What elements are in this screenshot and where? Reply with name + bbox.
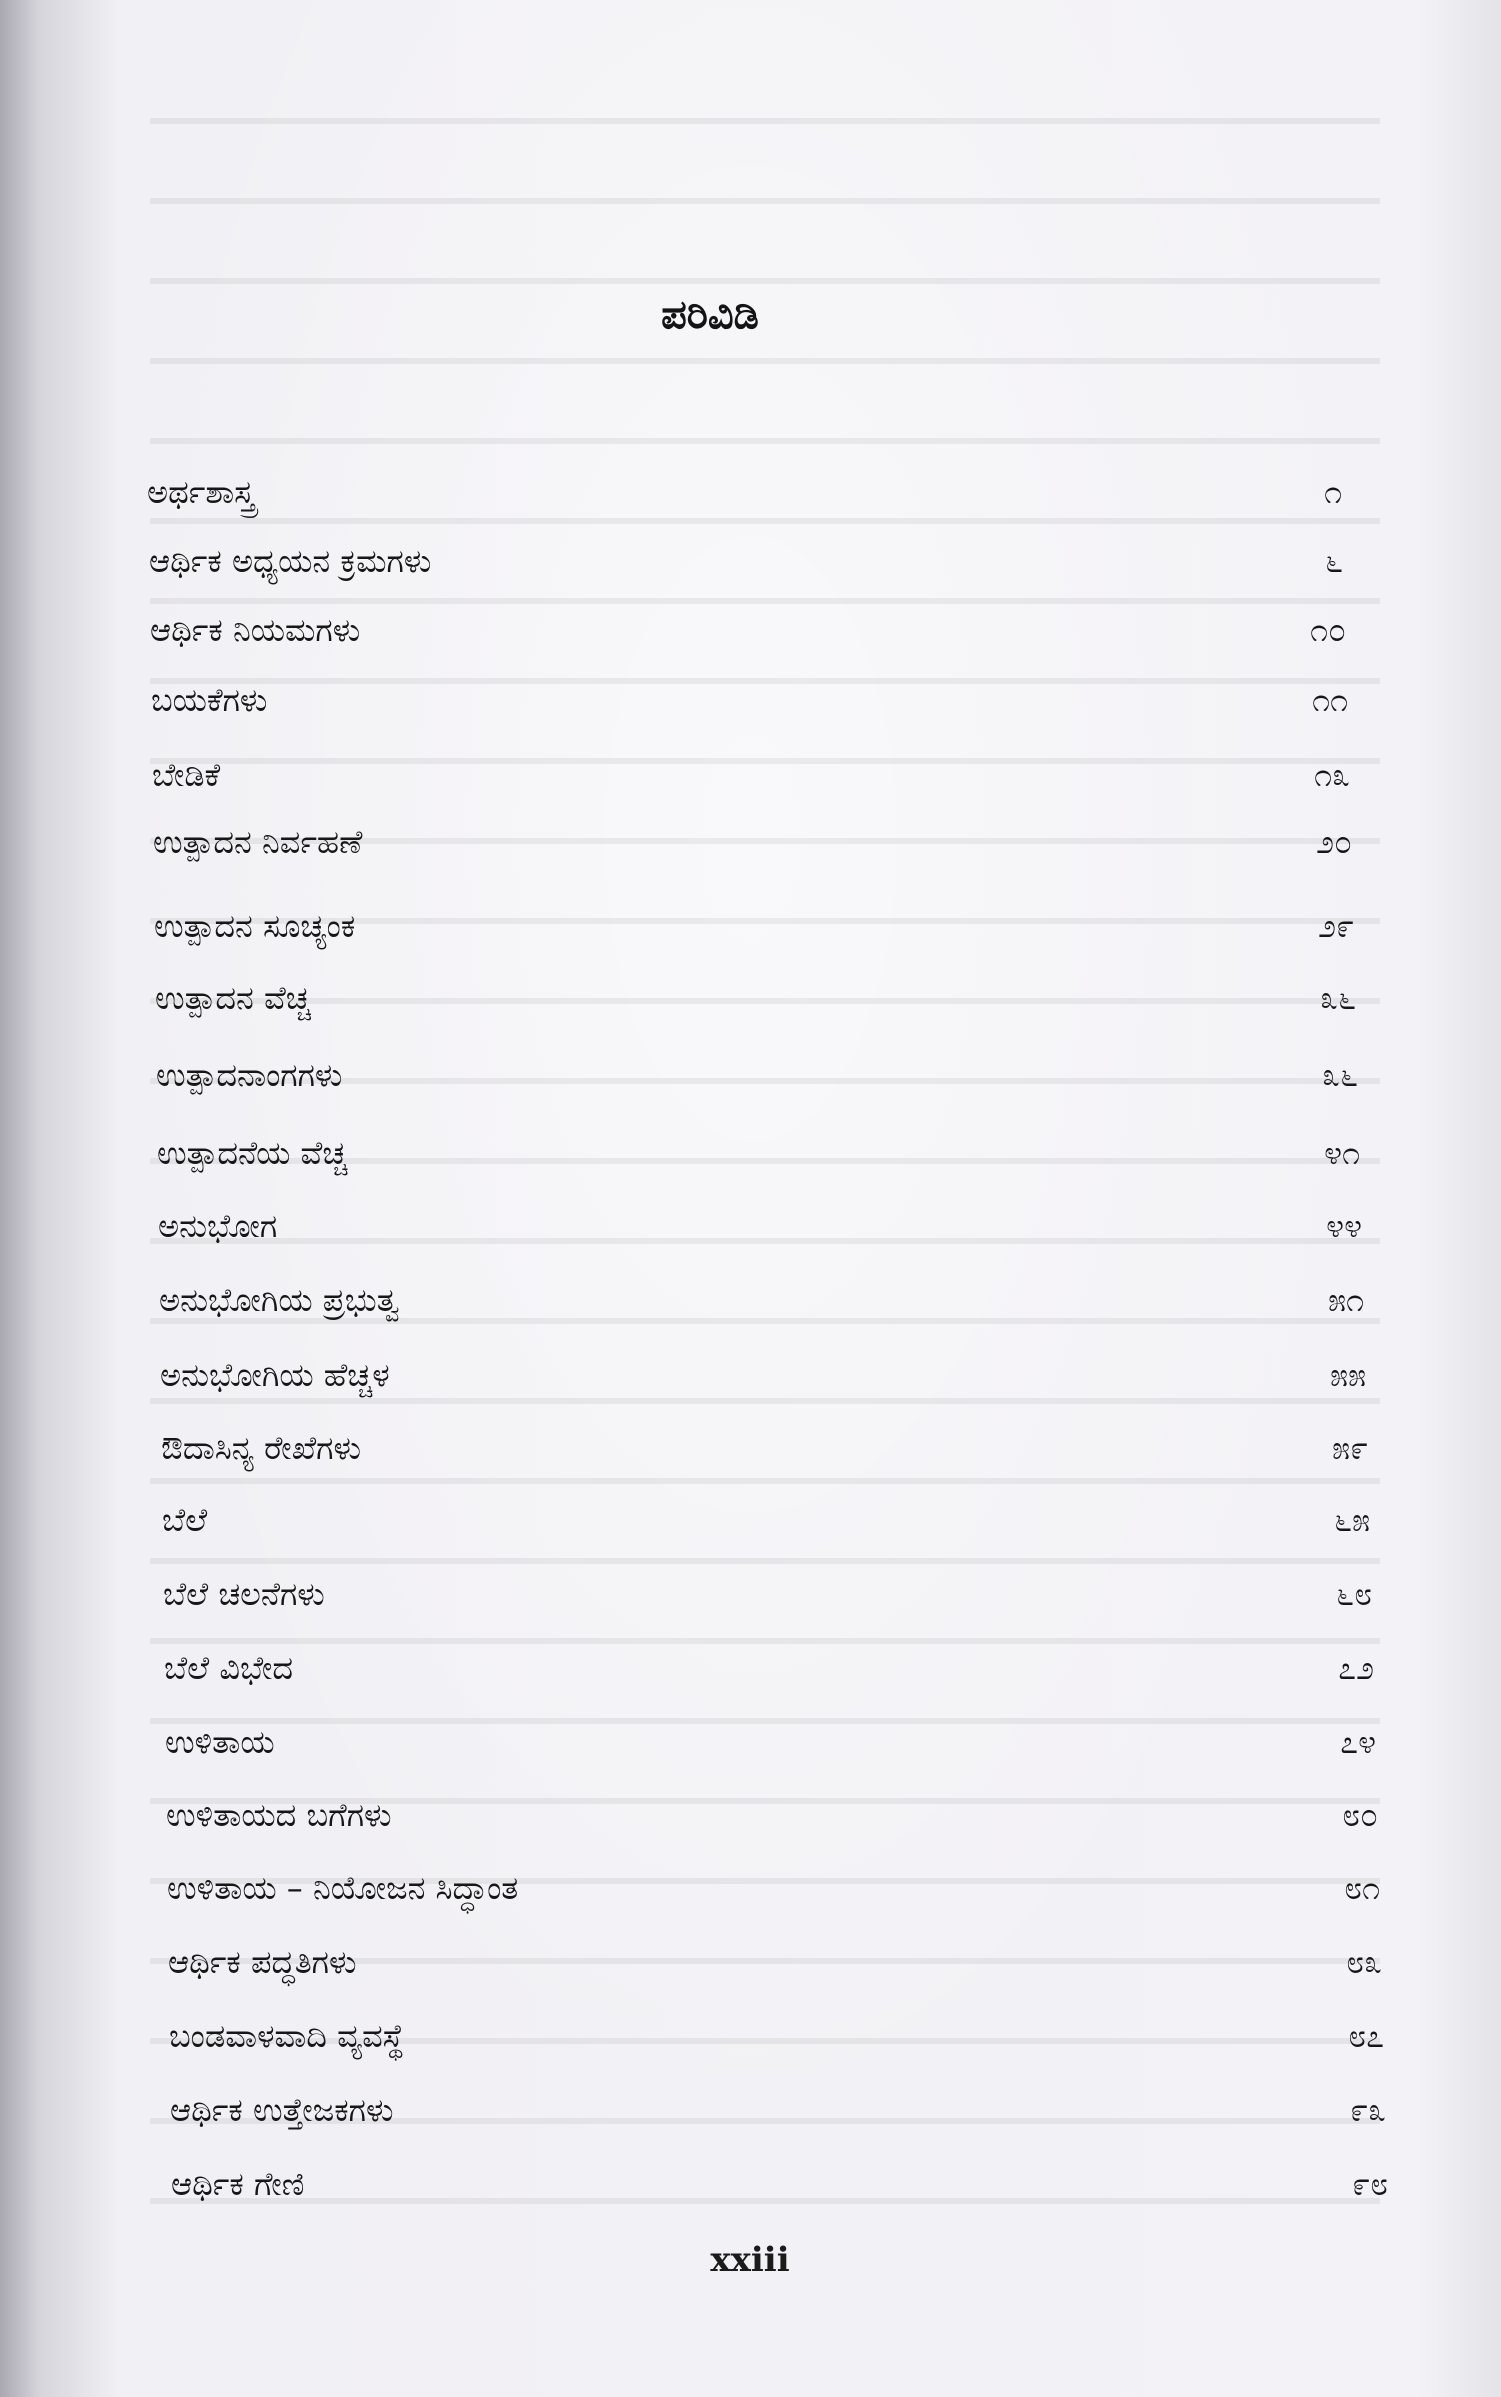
toc-entry-page: ೧೦ [1310,611,1346,649]
toc-entry-page: ೨೦ [1316,823,1352,861]
toc-entry [164,1638,1374,1698]
toc-entry-title: ಉಳಿತಾಯ – ನಿಯೋಜನ ಸಿದ್ಧಾಂತ [167,1869,519,1907]
toc-entry [157,1123,1360,1183]
toc-entry-page: ೮೩ [1346,1943,1382,1981]
toc-entry-title: ಬೇಡಿಕೆ [152,756,221,794]
toc-entry-title: ಬಯಕೆಗಳು [151,681,268,719]
toc-entry-title: ಉತ್ಪಾದನ ಸೂಚ್ಯಂಕ [154,907,356,945]
toc-entry-page: ೬ [1325,542,1343,580]
toc-entry [155,968,1355,1028]
toc-entry [168,1932,1382,1992]
toc-entry-page: ೭೨ [1338,1649,1374,1687]
toc-entry-page: ೧೧ [1312,681,1348,719]
toc-entry-page: ೪೪ [1326,1207,1362,1245]
page-title: ಪರಿವಿಡಿ [661,292,759,338]
toc-entry-page: ೧ [1324,473,1342,511]
toc-entry-page: ೫೯ [1332,1429,1368,1467]
toc-entry-page: ೬೫ [1334,1501,1370,1539]
toc-entry-page: ೪೧ [1324,1134,1360,1172]
toc-entry-page: ೨೯ [1318,907,1354,945]
toc-entry-title: ಆರ್ಥಿಕ ಅಧ್ಯಯನ ಕ್ರಮಗಳು [149,542,432,580]
toc-entry [154,896,1354,956]
toc-entry-title: ಬೆಲೆ ಚಲನೆಗಳು [163,1575,325,1613]
toc-entry-title: ಅನುಭೋಗ [158,1207,278,1245]
toc-entry-title: ಆರ್ಥಿಕ ಗೇಣಿ [171,2165,305,2203]
toc-entry-title: ಉತ್ಪಾದನ ನಿರ್ವಹಣೆ [153,823,363,861]
toc-entry-title: ಉತ್ಪಾದನ ವೆಚ್ಚ [155,979,311,1017]
toc-entry-page: ೧೩ [1314,756,1350,794]
toc-entry-page: ೩೬ [1320,979,1356,1017]
toc-entry-title: ಉಳಿತಾಯದ ಬಗೆಗಳು [166,1796,392,1834]
toc-entry [159,1270,1364,1330]
toc-entry [160,1345,1366,1405]
toc-entry [150,600,1350,660]
toc-entry [169,2006,1384,2066]
toc-entry [165,1712,1376,1772]
toc-entry-title: ಉತ್ಪಾದನಾಂಗಗಳು [156,1056,343,1094]
toc-entry-page: ೯೮ [1352,2165,1388,2203]
toc-entry-page: ೮೭ [1348,2017,1384,2055]
toc-entry [162,1490,1370,1550]
toc-entry-page: ೩೬ [1322,1056,1358,1094]
toc-entry [153,812,1353,872]
toc-entry-title: ಅರ್ಥಶಾಸ್ತ್ರ [147,473,255,511]
toc-entry [170,2080,1386,2140]
toc-entry [152,745,1352,805]
toc-entry-title: ಬೆಲೆ [162,1501,208,1539]
toc-entry-title: ಔದಾಸಿನ್ಯ ರೇಖೆಗಳು [161,1429,362,1467]
toc-entry [166,1785,1378,1845]
toc-entry [149,531,1349,591]
toc-entry [151,670,1351,730]
toc-entry-title: ಬೆಲೆ ವಿಭೇದ [164,1649,293,1687]
toc-entry-title: ಉಳಿತಾಯ [165,1723,275,1761]
toc-entry-title: ಅನುಭೋಗಿಯ ಪ್ರಭುತ್ವ [159,1281,400,1319]
toc-entry [147,462,1347,522]
toc-entry-page: ೮೧ [1344,1869,1380,1907]
page-number: xxiii [710,2240,790,2280]
toc-entry [167,1858,1380,1918]
toc-entry-page: ೫೧ [1328,1281,1364,1319]
toc-entry-title: ಅನುಭೋಗಿಯ ಹೆಚ್ಚಳ [160,1356,390,1394]
toc-entry [163,1564,1372,1624]
toc-entry-title: ಉತ್ಪಾದನೆಯ ವೆಚ್ಚ [157,1134,348,1172]
toc-entry-page: ೫೫ [1330,1356,1366,1394]
toc-entry-title: ಆರ್ಥಿಕ ಪದ್ಧತಿಗಳು [168,1943,357,1981]
toc-entry-page: ೬೮ [1336,1575,1372,1613]
toc-entry [161,1418,1368,1478]
toc-entry [158,1196,1362,1256]
toc-entry [156,1045,1356,1105]
toc-entry-page: ೭೪ [1340,1723,1376,1761]
toc-entry [171,2154,1388,2214]
toc-entry-title: ಆರ್ಥಿಕ ಉತ್ತೇಜಕಗಳು [170,2091,394,2129]
toc-entry-title: ಆರ್ಥಿಕ ನಿಯಮಗಳು [150,611,361,649]
toc-entry-page: ೮೦ [1342,1796,1378,1834]
toc-entry-page: ೯೩ [1350,2091,1386,2129]
toc-entry-title: ಬಂಡವಾಳವಾದಿ ವ್ಯವಸ್ಥೆ [169,2017,405,2055]
